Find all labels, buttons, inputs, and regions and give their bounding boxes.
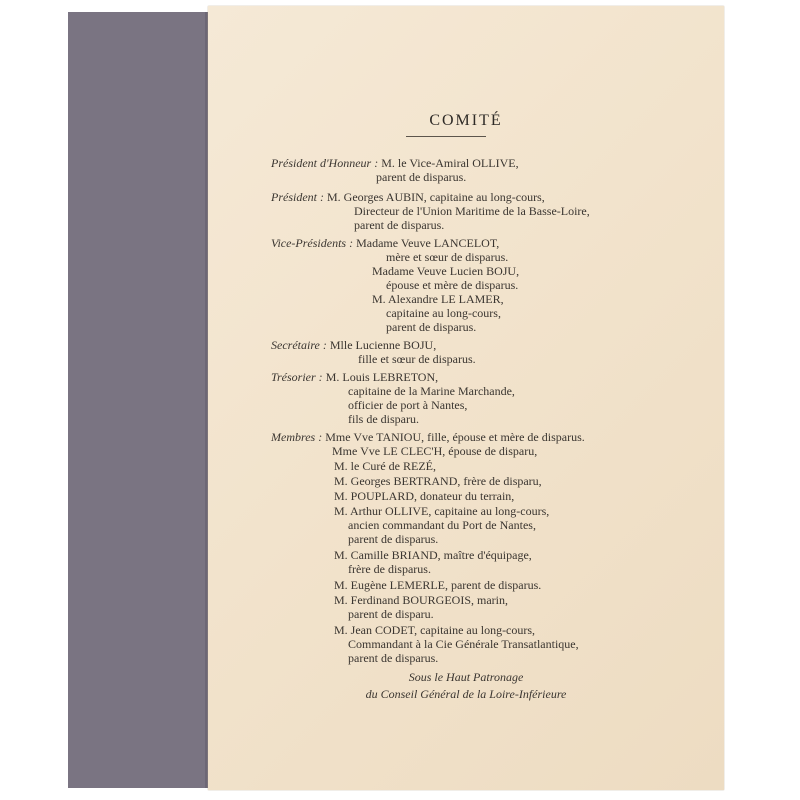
committee-line — [348, 384, 515, 398]
committee-line — [386, 306, 501, 320]
member-text: M. le Vice-Amiral OLLIVE, — [381, 156, 519, 170]
member-text: M. Jean CODET, capitaine au long-cours, — [334, 623, 536, 637]
member-text: M. Louis LEBRETON, — [325, 370, 439, 384]
member-text: parent de disparu. — [348, 607, 434, 621]
member-text: Madame Veuve Lucien BOJU, — [372, 264, 520, 278]
member-text: M. Camille BRIAND, maître d'équipage, — [334, 548, 532, 562]
committee-line — [332, 444, 537, 458]
member-text: épouse et mère de disparus. — [386, 278, 519, 292]
role-label: Secrétaire : — [271, 338, 327, 352]
member-text: mère et sœur de disparus. — [386, 250, 509, 264]
committee-line — [348, 651, 438, 665]
committee-line — [271, 156, 519, 170]
committee-line — [354, 204, 590, 218]
booklet-cover — [68, 12, 218, 788]
member-text: M. Eugène LEMERLE, parent de disparus. — [334, 578, 542, 592]
member-text: Mme Vve LE CLEC'H, épouse de disparu, — [332, 444, 538, 458]
member-text: frère de disparus. — [348, 562, 431, 576]
committee-line — [348, 637, 579, 651]
member-text: Mme Vve TANIOU, fille, épouse et mère de disparus. — [325, 430, 585, 444]
committee-line — [348, 562, 431, 576]
committee-line — [386, 320, 476, 334]
committee-line — [372, 264, 519, 278]
committee-line — [376, 170, 466, 184]
member-text: ancien commandant du Port de Nantes, — [348, 518, 536, 532]
title-underline — [406, 136, 486, 137]
role-label: Président d'Honneur : — [271, 156, 379, 170]
member-text: parent de disparus. — [386, 320, 477, 334]
member-text: Madame Veuve LANCELOT, — [356, 236, 500, 250]
member-text: officier de port à Nantes, — [348, 398, 468, 412]
member-text: M. Ferdinand BOURGEOIS, marin, — [334, 593, 508, 607]
committee-line — [334, 504, 549, 518]
role-label: Président : — [271, 190, 324, 204]
committee-line — [358, 352, 476, 366]
member-text: M. Georges AUBIN, capitaine au long-cours, — [327, 190, 545, 204]
member-text: Commandant à la Cie Générale Transatlantique, — [348, 637, 579, 651]
member-text: capitaine au long-cours, — [386, 306, 501, 320]
document-page — [208, 6, 724, 790]
committee-line — [348, 607, 434, 621]
committee-line — [334, 623, 535, 637]
committee-line — [271, 236, 499, 250]
committee-line — [348, 412, 419, 426]
committee-line — [334, 489, 514, 503]
member-text: parent de disparus. — [348, 651, 439, 665]
member-text: M. POUPLARD, donateur du terrain, — [334, 489, 515, 503]
member-text: fille et sœur de disparus. — [358, 352, 476, 366]
committee-line — [334, 459, 436, 473]
member-text: parent de disparus. — [376, 170, 467, 184]
page-title: COMITÉ — [429, 112, 503, 129]
committee-line — [354, 218, 444, 232]
committee-line — [271, 190, 545, 204]
committee-line — [386, 250, 508, 264]
committee-line — [271, 370, 438, 384]
role-label: Vice-Présidents : — [271, 236, 354, 250]
member-text: M. Alexandre LE LAMER, — [372, 292, 504, 306]
member-text: fils de disparu. — [348, 412, 419, 426]
committee-line — [334, 474, 542, 488]
committee-line — [271, 430, 585, 444]
committee-line — [334, 593, 508, 607]
role-label: Membres : — [271, 430, 323, 444]
member-text: M. le Curé de REZÉ, — [334, 459, 436, 473]
member-text: M. Georges BERTRAND, frère de disparu, — [334, 474, 542, 488]
committee-line — [334, 578, 541, 592]
committee-line — [271, 338, 436, 352]
committee-line — [348, 518, 536, 532]
committee-line — [334, 548, 532, 562]
member-text: Directeur de l'Union Maritime de la Basse-Loire, — [354, 204, 590, 218]
committee-line — [348, 532, 438, 546]
member-text: parent de disparus. — [354, 218, 445, 232]
patronage-line: Sous le Haut Patronage — [408, 670, 524, 684]
member-text: capitaine de la Marine Marchande, — [348, 384, 515, 398]
committee-line — [386, 278, 518, 292]
member-text: M. Arthur OLLIVE, capitaine au long-cours, — [334, 504, 550, 518]
committee-line — [372, 292, 504, 306]
role-label: Trésorier : — [271, 370, 323, 384]
committee-line — [348, 398, 467, 412]
member-text: Mlle Lucienne BOJU, — [329, 338, 437, 352]
patronage-line: du Conseil Général de la Loire-Inférieure — [365, 687, 567, 701]
member-text: parent de disparus. — [348, 532, 439, 546]
